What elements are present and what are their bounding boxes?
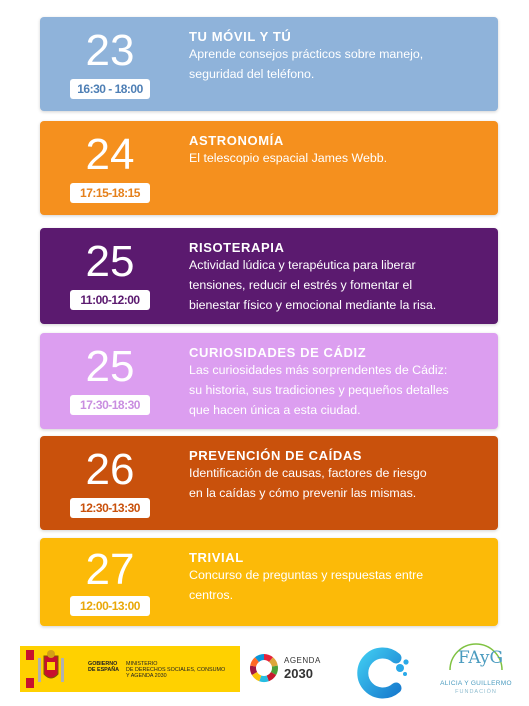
event-day: 25 <box>85 342 135 391</box>
ministry-label-line: DE DERECHOS SOCIALES, CONSUMO <box>126 667 226 673</box>
description-line: en la caídas y cómo prevenir las mismas. <box>189 486 417 500</box>
description-line: Identificación de causas, factores de riesgo <box>189 466 427 480</box>
event-card <box>40 538 498 626</box>
event-description <box>189 44 489 84</box>
description-line: bienestar físico y emocional mediante la risa. <box>189 298 437 312</box>
event-card <box>40 436 498 530</box>
event-card <box>40 17 498 111</box>
description-line: que hacen única a esta ciudad. <box>189 403 361 417</box>
ministry-label <box>126 661 225 679</box>
event-time: 11:00-12:00 <box>70 290 150 310</box>
event-title: TU MÓVIL Y TÚ <box>189 29 292 44</box>
description-line: su historia, sus tradiciones y pequeños detalles <box>189 383 449 397</box>
event-time: 12:00-13:00 <box>70 596 150 616</box>
agenda-label: AGENDA <box>284 656 321 665</box>
event-card <box>40 228 498 324</box>
government-label <box>88 661 119 673</box>
event-title: PREVENCIÓN DE CAÍDAS <box>189 448 363 463</box>
event-time: 16:30 - 18:00 <box>70 79 150 99</box>
description-line: seguridad del teléfono. <box>189 67 315 81</box>
event-description <box>189 463 489 503</box>
event-card <box>40 333 498 429</box>
ministry-label-line: Y AGENDA 2030 <box>126 673 167 679</box>
sponsor-footer <box>0 636 529 706</box>
sdg-wheel-icon <box>248 652 280 684</box>
event-card <box>40 121 498 215</box>
description-line: Actividad lúdica y terapéutica para liberar <box>189 258 416 272</box>
event-title: ASTRONOMÍA <box>189 133 284 148</box>
fayg-foundation-logo <box>436 640 516 702</box>
event-time: 17:30-18:30 <box>70 395 150 415</box>
event-day: 27 <box>85 545 135 594</box>
coat-of-arms-icon <box>20 646 80 692</box>
fayg-logo-text: FAyG <box>458 648 504 668</box>
agenda-2030-logo <box>248 652 328 692</box>
ministry-label-line: MINISTERIO <box>126 661 158 667</box>
fayg-name: ALICIA Y GUILLERMO <box>440 680 512 687</box>
event-title: CURIOSIDADES DE CÁDIZ <box>189 345 367 360</box>
c-brand-logo <box>356 644 414 700</box>
gov-label-line: GOBIERNO <box>88 661 118 667</box>
event-day: 23 <box>85 26 135 75</box>
event-day: 24 <box>85 130 135 179</box>
event-time: 12:30-13:30 <box>70 498 150 518</box>
government-logo <box>20 646 240 692</box>
agenda-year: 2030 <box>284 666 313 681</box>
description-line: Las curiosidades más sorprendentes de Cádiz: <box>189 363 448 377</box>
description-line: El telescopio espacial James Webb. <box>189 151 388 165</box>
description-line: Concurso de preguntas y respuestas entre <box>189 568 424 582</box>
event-day: 26 <box>85 445 135 494</box>
event-day: 25 <box>85 237 135 286</box>
event-description <box>189 565 489 605</box>
fayg-subtitle: FUNDACIÓN <box>455 689 497 695</box>
event-description <box>189 255 489 315</box>
description-line: tensiones, reducir el estrés y fomentar el <box>189 278 413 292</box>
event-title: RISOTERAPIA <box>189 240 285 255</box>
c-logo-icon <box>356 644 414 700</box>
gov-label-line: DE ESPAÑA <box>88 667 120 673</box>
event-title: TRIVIAL <box>189 550 244 565</box>
event-time: 17:15-18:15 <box>70 183 150 203</box>
event-description <box>189 360 489 420</box>
event-description <box>189 148 489 168</box>
description-line: Aprende consejos prácticos sobre manejo, <box>189 47 424 61</box>
description-line: centros. <box>189 588 234 602</box>
